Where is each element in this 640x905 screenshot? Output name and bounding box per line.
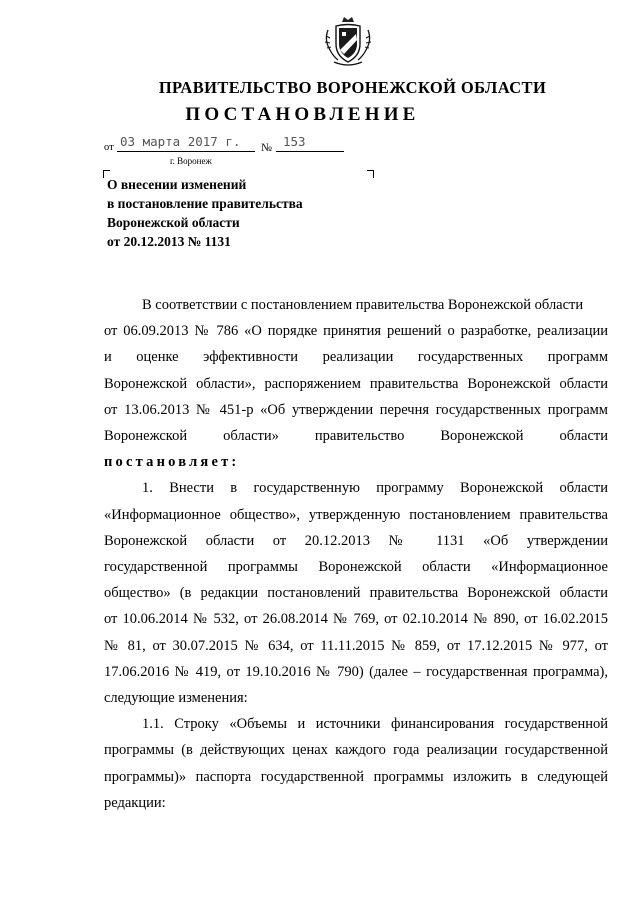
document-type: ПОСТАНОВЛЕНИЕ xyxy=(185,104,420,125)
subject-line: от 20.12.2013 № 1131 xyxy=(107,234,231,249)
body-line: Воронежской области» правительство Воронежской области xyxy=(104,428,608,445)
subject-block xyxy=(107,175,367,251)
date-underline xyxy=(117,151,255,152)
body-line: Воронежской области от 20.12.2013 № 1131 «Об утверждении xyxy=(104,532,608,549)
document-body xyxy=(104,292,608,816)
body-line: 17.06.2016 № 419, от 19.10.2016 № 790) (далее – государственная программа), xyxy=(104,663,608,680)
body-line: от 10.06.2014 № 532, от 26.08.2014 № 769, от 02.10.2014 № 890, от 16.02.2015 xyxy=(104,611,608,628)
number-underline xyxy=(276,151,344,152)
number-value: 153 xyxy=(283,134,306,149)
body-line: В соответствии с постановлением правительства Воронежской области xyxy=(142,297,584,313)
from-label: от xyxy=(104,142,114,153)
body-line: Воронежской области», распоряжением правительства Воронежской области xyxy=(104,375,608,392)
body-line: и оценке эффективности реализации государственных программ xyxy=(104,349,608,366)
city-label: г. Воронеж xyxy=(170,156,212,166)
subject-line: Воронежской области xyxy=(107,215,240,230)
body-line: программы)» паспорта государственной программы изложить в следующей xyxy=(104,768,608,785)
body-line: 1. Внести в государственную программу Воронежской области xyxy=(142,480,608,497)
body-line: программы (в действующих ценах каждого года реализации государственной xyxy=(104,742,608,759)
body-line: государственной программы Воронежской области «Информационное xyxy=(104,559,608,576)
subject-line: О внесении изменений xyxy=(107,177,247,192)
body-line: общество» (в редакции постановлений правительства Воронежской области xyxy=(104,585,608,602)
subject-line: в постановление правительства xyxy=(107,196,303,211)
bracket-right xyxy=(367,170,374,178)
government-name: ПРАВИТЕЛЬСТВО ВОРОНЕЖСКОЙ ОБЛАСТИ xyxy=(158,78,547,97)
body-line: редакции: xyxy=(104,794,166,811)
body-line: от 06.09.2013 № 786 «О порядке принятия решений о разработке, реализации xyxy=(104,323,608,340)
date-value: 03 марта 2017 г. xyxy=(120,134,241,149)
body-line: «Информационное общество», утвержденную постановлением правительства xyxy=(104,506,608,523)
coat-of-arms-icon xyxy=(322,14,374,70)
body-line: следующие изменения: xyxy=(104,690,248,707)
resolution-word: постановляет: xyxy=(104,454,240,471)
body-line: 1.1. Строку «Объемы и источники финансирования государственной xyxy=(142,716,608,733)
body-line: от 13.06.2013 № 451-р «Об утверждении перечня государственных программ xyxy=(104,401,608,418)
body-line: № 81, от 30.07.2015 № 634, от 11.11.2015 № 859, от 17.12.2015 № 977, от xyxy=(104,637,608,654)
number-label: № xyxy=(261,142,272,154)
